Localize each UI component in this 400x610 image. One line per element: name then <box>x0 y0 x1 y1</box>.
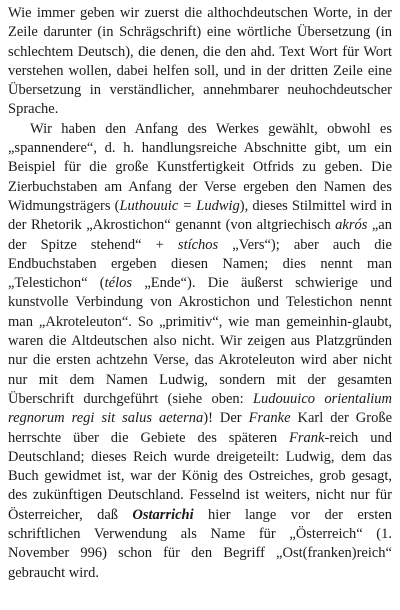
paragraph-translation-note: Wie immer geben wir zuerst die althochdeutschen Worte, in der Zeile darunter (in Schrägschrift) eine wörtliche Übersetzung (in schlechtem Deutsch), die denen, die den ahd. Text Wort für Wort verstehen wollen, dabei helfen soll, und in der dritten Zeile eine Übersetzung in verständlicher, annehmbarer neuhochdeutscher Sprache. <box>8 5 392 118</box>
italic-greek-stichos: stíchos <box>177 236 219 253</box>
paragraph-akroteleuton: Wir haben den Anfang des Werkes gewählt, obwohl es „spannendere“, d. h. handlungsreiche Abschnitte gibt, um ein Beispiel für die große Kunstfertigkeit Otfrids zu geben. Die Zierbuchstaben am Anfang der Verse ergeben den Namen des Widmungsträgers (Luthouuic = Ludwig), dieses Stilmittel wird in der Rhetorik „Akrostichon“ genannt (von altgriechisch akrós „an der Spitze stehend“ + stíchos „Vers“); aber auch die Endbuchstaben ergeben diesen Namen; dies nennt man „Telestichon“ (télos „Ende“). Die äußerst schwierige und kunstvolle Verbindung von Akrostichon und Telestichon nennt man „Akroteleuton“. So „primitiv“, wie man gemeinhin-glaubt, waren die Altdeutschen also nicht. Wir zeigen aus Platzgründen nur die ersten achtzehn Verse, das Akroteleuton wird aber nicht nur mit dem Namen Ludwig, sondern mit der gesamten Überschrift durchgeführt (siehe oben: Ludouuico orientalium regnorum regi sit salus aeterna)! Der Franke Karl der Große herrschte über die Gebiete des späteren Frank-reich und Deutschland; dieses Reich wurde dreigeteilt: Ludwig, dem das Buch gewidmet ist, war der König des Ostreiches, grob gesagt, des zukünftigen Deutschland. Fesselnd ist weiters, nicht nur für Österreicher, daß Ostarrichi hier lange vor der ersten schriftlichen Verwendung als Name für „Österreich“ (1. November 996) schon für den Begriff „Ost(franken)reich“ gebraucht wird. <box>8 120 393 581</box>
italic-frank: Frank <box>289 429 325 446</box>
italic-greek-telos: télos <box>104 275 133 292</box>
bold-ostarrichi: Ostarrichi <box>132 506 194 523</box>
italic-franke: Franke <box>248 410 291 427</box>
italic-name-ludwig: Luthouuic = Ludwig <box>119 197 240 214</box>
italic-latin-dedication: Ludouuico orientalium regnorum regi sit salus aeterna <box>8 390 392 427</box>
italic-greek-akros: akrós <box>335 217 368 234</box>
